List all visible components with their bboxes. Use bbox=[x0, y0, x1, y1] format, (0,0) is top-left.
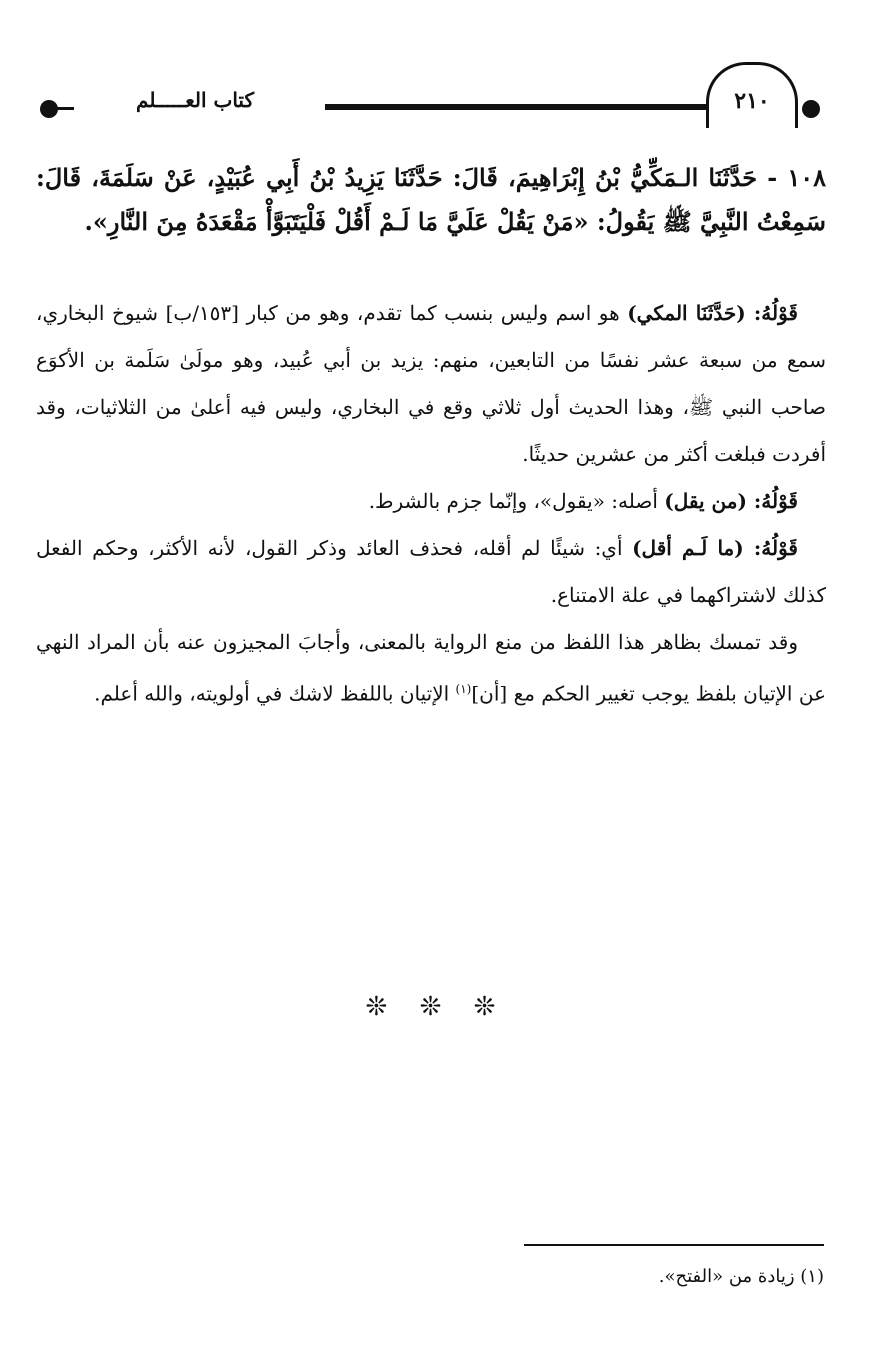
commentary-paragraph-2 bbox=[36, 478, 826, 525]
commentary-text-3: أي: شيئًا لم أقله، فحذف العائد وذكر القول، لأنه الأكثر، وحكم الفعل كذلك لاشتراكهما في علة الامتناع. bbox=[36, 536, 826, 607]
book-title: كتاب العـــــلم bbox=[136, 88, 254, 112]
header-left-rule bbox=[56, 107, 74, 110]
header-right-dot bbox=[802, 100, 820, 118]
hadith-text: ١٠٨ - حَدَّثَنَا الـمَكِّيُّ بْنُ إِبْرَاهِيمَ، قَالَ: حَدَّثَنَا يَزِيدُ بْنُ أَبِي عُبَيْدٍ، عَنْ سَلَمَةَ، قَالَ: سَمِعْتُ النَّبِيَّ ﷺ يَقُولُ: «مَنْ يَقُلْ عَلَيَّ مَا لَـمْ أَقُلْ فَلْيَتَبَوَّأْ مَقْعَدَهُ مِنَ النَّارِ». bbox=[36, 163, 827, 236]
commentary-paragraph-3 bbox=[36, 525, 826, 619]
commentary-lead-2: قَوْلُهُ: (من يقل) bbox=[664, 489, 798, 513]
page-header bbox=[30, 62, 830, 132]
commentary-paragraph-1 bbox=[36, 290, 826, 478]
section-separator-ornament: ❊ ❊ ❊ bbox=[365, 992, 508, 1022]
page-number: ٢١٠ bbox=[734, 88, 770, 114]
commentary-text-4: وقد تمسك بظاهر هذا اللفظ من منع الرواية بالمعنى، وأجابَ المجيزون عنه بأن المراد النهي عن الإتيان بلفظ يوجب تغيير الحكم مع [أن] bbox=[36, 630, 826, 706]
footnote-rule bbox=[524, 1244, 824, 1246]
footnote: (١) زيادة من «الفتح». bbox=[658, 1266, 824, 1287]
commentary-text-2: أصله: «يقول»، وإنّما جزم بالشرط. bbox=[368, 489, 665, 513]
footnote-reference: (١) bbox=[455, 682, 472, 696]
commentary-lead-1: قَوْلُهُ: (حَدَّثَنَا المكي) bbox=[627, 301, 798, 325]
commentary-text-1: هو اسم وليس بنسب كما تقدم، وهو من كبار [١٥٣/ب] شيوخ البخاري، سمع من سبعة عشر نفسًا من التابعين، منهم: يزيد بن أبي عُبيد، وهو مولَىٰ سَلَمة بن الأكوَع صاحب النبي ﷺ، وهذا الحديث أول ثلاثي وقع في البخاري، وليس فيه أعلىٰ من الثلاثيات، وقد أفردت فبلغت أكثر من عشرين حديثًا. bbox=[36, 301, 826, 466]
commentary-text-4b: الإتيان باللفظ لاشك في أولويته، والله أعلم. bbox=[94, 681, 456, 706]
commentary-lead-3: قَوْلُهُ: (ما لَـم أقل) bbox=[632, 536, 798, 560]
header-rule bbox=[325, 104, 707, 110]
commentary-paragraph-4 bbox=[36, 619, 826, 718]
commentary bbox=[36, 290, 826, 718]
